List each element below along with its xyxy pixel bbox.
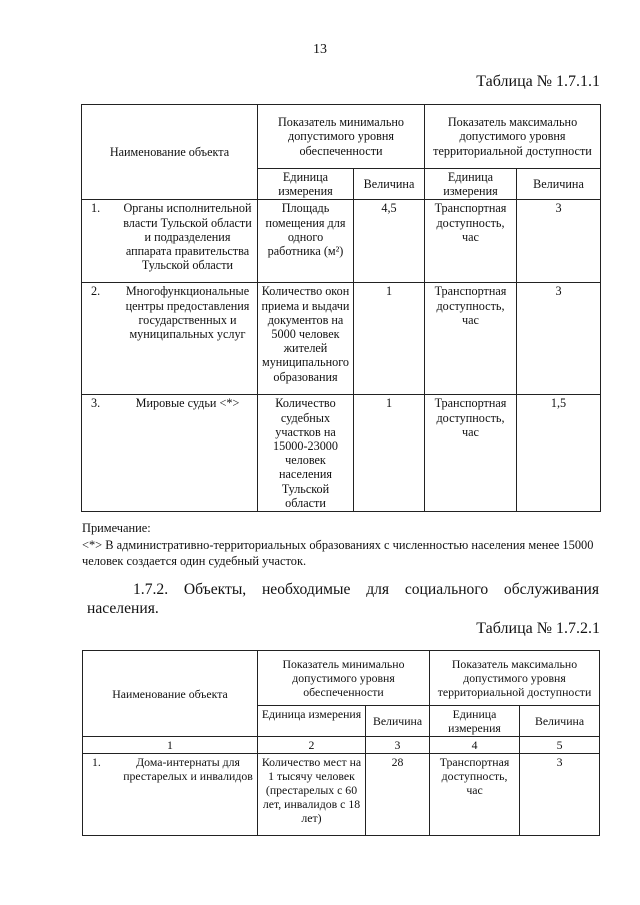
- object-name: Дома-интернаты для престарелых и инвалидов: [123, 755, 253, 783]
- min-value: 28: [366, 754, 430, 836]
- header-unit: Единица измерения: [425, 169, 517, 200]
- section-word: Объекты,: [183, 581, 247, 598]
- max-unit: Транспортная доступность, час: [425, 283, 517, 395]
- page-number: 13: [313, 42, 327, 57]
- header-min-indicator: Показатель минимально допустимого уровня обеспеченности: [258, 105, 425, 169]
- column-number-row: [83, 737, 600, 754]
- table-caption: Таблица № 1.7.2.1: [476, 620, 600, 637]
- column-number: 5: [520, 737, 600, 754]
- min-value: 1: [354, 283, 425, 395]
- header-value: Величина: [366, 706, 430, 737]
- table-row: [83, 754, 600, 836]
- min-unit: Количество судебных участков на 15000-23000 человек населения Тульской области: [258, 395, 354, 512]
- max-value: 3: [517, 200, 601, 283]
- header-value: Величина: [517, 169, 601, 200]
- section-line2: населения.: [87, 600, 159, 617]
- table-row: [82, 283, 601, 395]
- header-value: Величина: [354, 169, 425, 200]
- objects-table: [81, 104, 601, 512]
- header-unit: Единица измерения: [430, 706, 520, 737]
- header-min-indicator: Показатель минимально допустимого уровня обеспеченности: [258, 651, 430, 706]
- max-value: 3: [520, 754, 600, 836]
- social-objects-table: [82, 650, 600, 836]
- min-unit: Площадь помещения для одного работника (м²): [258, 200, 354, 283]
- row-number: 1.: [91, 201, 101, 216]
- column-number: 1: [83, 737, 258, 754]
- min-unit: Количество мест на 1 тысячу человек (престарелых с 60 лет, инвалидов с 18 лет): [258, 754, 366, 836]
- column-number: 2: [258, 737, 366, 754]
- column-number: 3: [366, 737, 430, 754]
- section-heading: [87, 580, 599, 618]
- max-unit: Транспортная доступность, час: [425, 200, 517, 283]
- section-word: социального: [404, 581, 489, 598]
- table-row: [82, 200, 601, 283]
- header-unit: Единица измерения: [258, 706, 366, 737]
- object-name: Мировые судьи <*>: [135, 396, 240, 411]
- max-value: 1,5: [517, 395, 601, 512]
- header-object-name: Наименование объекта: [82, 105, 258, 200]
- object-name-cell: [82, 395, 258, 512]
- table-caption: Таблица № 1.7.1.1: [476, 73, 600, 90]
- header-unit: Единица измерения: [258, 169, 354, 200]
- min-value: 1: [354, 395, 425, 512]
- column-number: 4: [430, 737, 520, 754]
- header-max-indicator: Показатель максимально допустимого уровня территориальной доступности: [430, 651, 600, 706]
- table-row: [82, 395, 601, 512]
- row-number: 3.: [91, 396, 101, 411]
- section-word: обслуживания: [503, 581, 599, 598]
- object-name-cell: [83, 754, 258, 836]
- max-value: 3: [517, 283, 601, 395]
- object-name-cell: [82, 200, 258, 283]
- max-unit: Транспортная доступность, час: [425, 395, 517, 512]
- min-value: 4,5: [354, 200, 425, 283]
- header-object-name: Наименование объекта: [83, 651, 258, 737]
- object-name: Многофункциональные центры предоставления государственных и муниципальных услуг: [125, 284, 250, 342]
- note-label: Примечание:: [82, 521, 151, 535]
- header-max-indicator: Показатель максимально допустимого уровня территориальной доступности: [425, 105, 601, 169]
- section-word: для: [366, 581, 390, 598]
- min-unit: Количество окон приема и выдачи документов на 5000 человек жителей муниципального образования: [258, 283, 354, 395]
- section-number: 1.7.2.: [133, 581, 169, 598]
- section-word: необходимые: [261, 581, 351, 598]
- note-text: <*> В административно-территориальных образованиях с численностью населения менее 15000 человек создается один судебный участок.: [82, 538, 594, 568]
- row-number: 2.: [91, 284, 101, 299]
- object-name-cell: [82, 283, 258, 395]
- max-unit: Транспортная доступность, час: [430, 754, 520, 836]
- row-number: 1.: [92, 755, 101, 769]
- header-value: Величина: [520, 706, 600, 737]
- object-name: Органы исполнительной власти Тульской области и подразделения аппарата правительства Тульской области: [123, 201, 252, 273]
